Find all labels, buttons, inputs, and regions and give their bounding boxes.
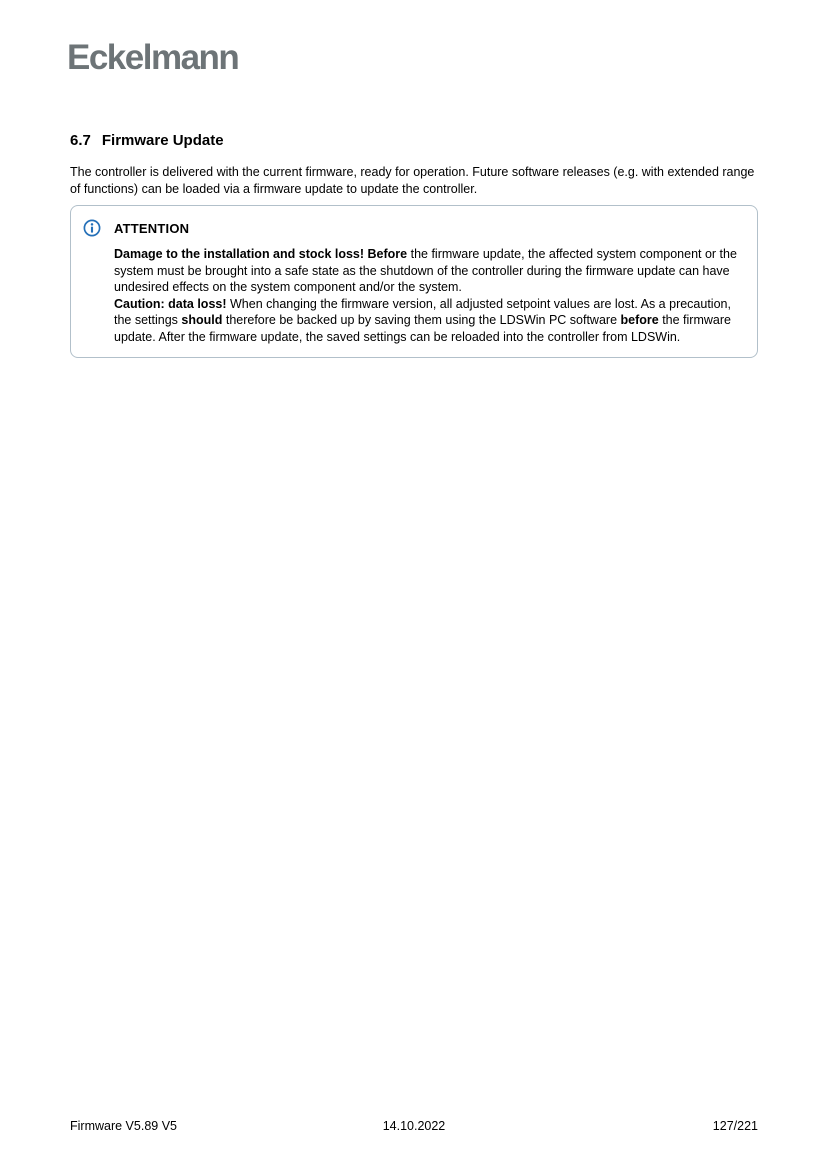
footer-version: Firmware V5.89 V5 [70,1119,177,1133]
attention-box [70,205,758,358]
attention-paragraph: Damage to the installation and stock loss! Before the firmware update, the affected system component or the system must be brought into a safe state as the shutdown of the controller during the firmware update can have undesired effects on the system component and/or the system. [114,247,737,294]
page-footer [70,1119,758,1133]
intro-paragraph: The controller is delivered with the current firmware, ready for operation. Future software releases (e.g. with extended range of functions) can be loaded via a firmware update to update the controller. [70,165,755,196]
attention-header [83,219,743,237]
info-icon [83,219,101,237]
footer-date: 14.10.2022 [382,1119,446,1133]
section-heading [70,131,758,150]
page-content [70,131,758,358]
section-title: Firmware Update [101,132,224,149]
company-logo: Eckelmann [67,38,239,77]
attention-body [83,246,743,345]
attention-paragraph: Caution: data loss! When changing the firmware version, all adjusted setpoint values are lost. As a precaution, the settings should therefore be backed up by saving them using the LDSWin PC software before the firmware update. After the firmware update, the saved settings can be reloaded into the controller from LDSWin. [114,296,731,344]
attention-title: ATTENTION [114,220,190,236]
section-number: 6.7 [70,132,91,149]
footer-page-number: 127/221 [712,1119,758,1133]
